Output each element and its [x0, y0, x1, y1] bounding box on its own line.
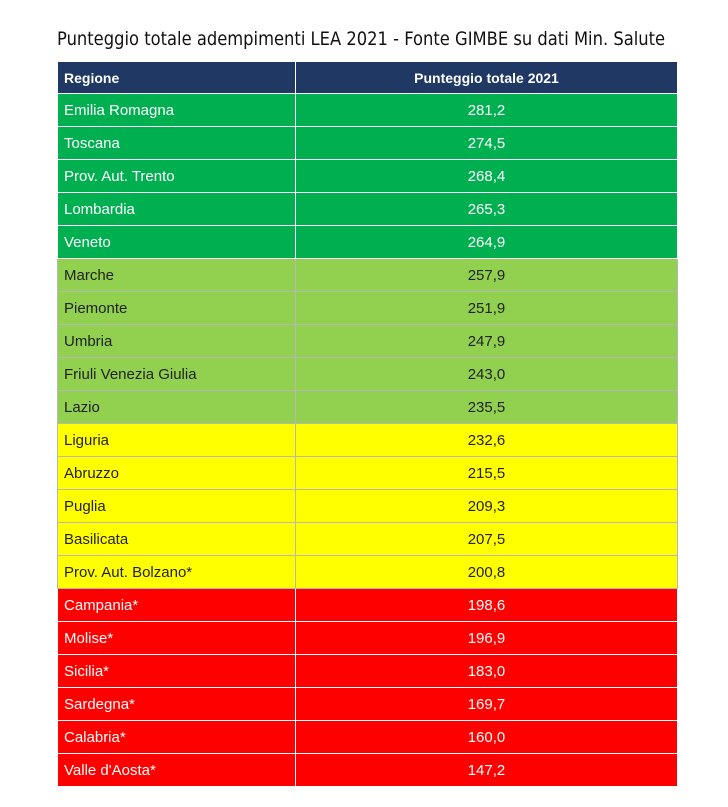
- score-cell: 209,3: [296, 490, 678, 523]
- score-cell: 215,5: [296, 457, 678, 490]
- table-row: [58, 457, 678, 490]
- column-header-score: Punteggio totale 2021: [296, 62, 678, 94]
- score-cell: 268,4: [296, 160, 678, 193]
- region-cell: Prov. Aut. Bolzano*: [58, 556, 296, 589]
- table-row: [58, 160, 678, 193]
- table-row: [58, 358, 678, 391]
- region-cell: Emilia Romagna: [58, 94, 296, 127]
- score-cell: 183,0: [296, 655, 678, 688]
- column-header-region: Regione: [58, 62, 296, 94]
- score-cell: 196,9: [296, 622, 678, 655]
- table-row: [58, 424, 678, 457]
- region-cell: Molise*: [58, 622, 296, 655]
- score-cell: 232,6: [296, 424, 678, 457]
- table-row: [58, 292, 678, 325]
- page-title: Punteggio totale adempimenti LEA 2021 - Fonte GIMBE su dati Min. Salute: [57, 28, 666, 50]
- score-cell: 281,2: [296, 94, 678, 127]
- table-row: [58, 556, 678, 589]
- region-cell: Puglia: [58, 490, 296, 523]
- region-cell: Toscana: [58, 127, 296, 160]
- table-row: [58, 655, 678, 688]
- table-row: [58, 325, 678, 358]
- score-cell: 257,9: [296, 259, 678, 292]
- table-header-row: [58, 62, 678, 94]
- table-row: [58, 193, 678, 226]
- score-cell: 169,7: [296, 688, 678, 721]
- region-cell: Piemonte: [58, 292, 296, 325]
- region-cell: Lombardia: [58, 193, 296, 226]
- table-row: [58, 490, 678, 523]
- table-row: [58, 721, 678, 754]
- table-row: [58, 259, 678, 292]
- region-cell: Sicilia*: [58, 655, 296, 688]
- region-cell: Marche: [58, 259, 296, 292]
- table-row: [58, 127, 678, 160]
- region-cell: Lazio: [58, 391, 296, 424]
- table-row: [58, 391, 678, 424]
- region-cell: Friuli Venezia Giulia: [58, 358, 296, 391]
- region-cell: Basilicata: [58, 523, 296, 556]
- table-row: [58, 94, 678, 127]
- table-row: [58, 688, 678, 721]
- region-cell: Umbria: [58, 325, 296, 358]
- score-cell: 200,8: [296, 556, 678, 589]
- score-cell: 235,5: [296, 391, 678, 424]
- score-cell: 243,0: [296, 358, 678, 391]
- table-row: [58, 589, 678, 622]
- score-cell: 147,2: [296, 754, 678, 787]
- table-body: [58, 94, 678, 787]
- lea-table-container: [57, 61, 677, 787]
- region-cell: Abruzzo: [58, 457, 296, 490]
- table-row: [58, 523, 678, 556]
- score-cell: 207,5: [296, 523, 678, 556]
- score-cell: 247,9: [296, 325, 678, 358]
- table-row: [58, 754, 678, 787]
- score-cell: 265,3: [296, 193, 678, 226]
- region-cell: Campania*: [58, 589, 296, 622]
- score-cell: 160,0: [296, 721, 678, 754]
- region-cell: Veneto: [58, 226, 296, 259]
- table-row: [58, 622, 678, 655]
- region-cell: Liguria: [58, 424, 296, 457]
- score-cell: 274,5: [296, 127, 678, 160]
- score-cell: 264,9: [296, 226, 678, 259]
- region-cell: Calabria*: [58, 721, 296, 754]
- region-cell: Sardegna*: [58, 688, 296, 721]
- score-cell: 251,9: [296, 292, 678, 325]
- region-cell: Valle d'Aosta*: [58, 754, 296, 787]
- region-cell: Prov. Aut. Trento: [58, 160, 296, 193]
- table-row: [58, 226, 678, 259]
- lea-score-table: [57, 61, 678, 787]
- score-cell: 198,6: [296, 589, 678, 622]
